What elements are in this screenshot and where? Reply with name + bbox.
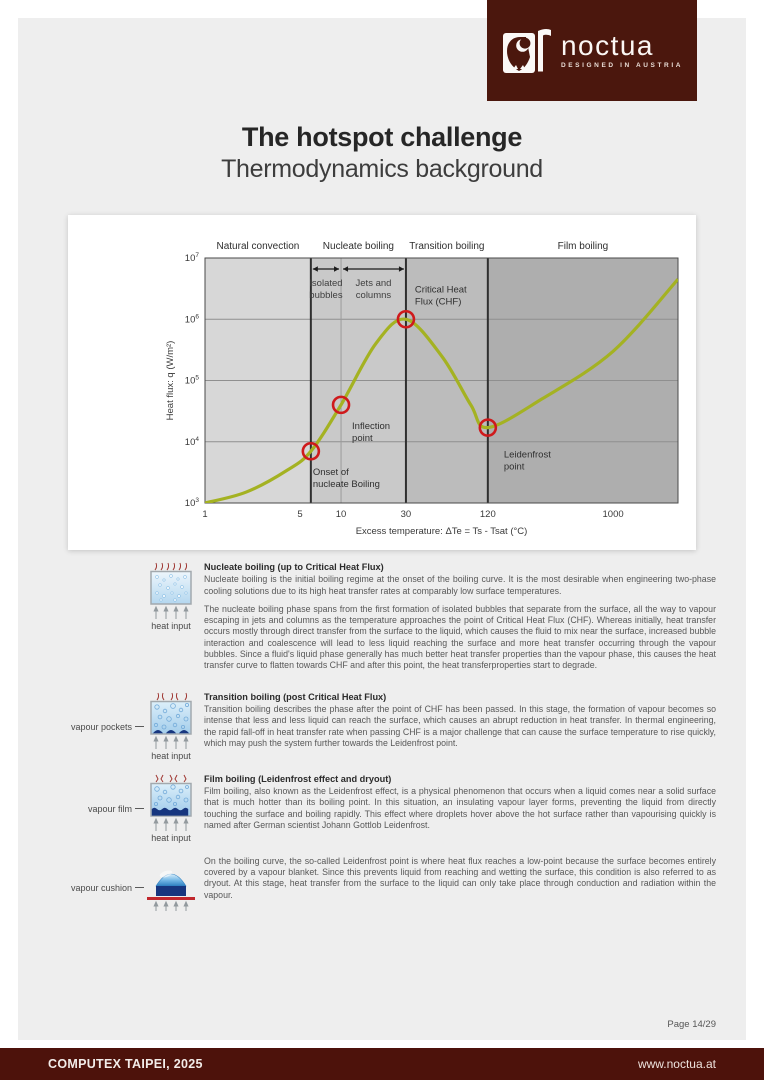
section-heading: Film boiling (Leidenfrost effect and dryout) bbox=[204, 773, 392, 784]
y-axis-label: Heat flux: q (W/m²) bbox=[165, 340, 176, 421]
key-point-label: Onset of nucleate Boiling bbox=[312, 467, 380, 491]
leader-line bbox=[135, 726, 144, 727]
noctua-logo bbox=[487, 0, 697, 101]
noctua-owl-icon bbox=[501, 24, 553, 78]
region-title: Film boiling bbox=[557, 241, 609, 252]
brand-tagline: DESIGNED IN AUSTRIA bbox=[560, 61, 684, 69]
heat-input-label: heat input bbox=[151, 621, 191, 631]
vapour-cushion-droplet-icon bbox=[145, 856, 197, 912]
vapour-film-beaker-icon bbox=[148, 774, 194, 832]
heat-input-label: heat input bbox=[151, 832, 191, 843]
boiling-curve-chart-card bbox=[68, 215, 696, 550]
body-sections bbox=[70, 562, 716, 925]
footer-event-label: COMPUTEX TAIPEI, 2025 bbox=[48, 1057, 203, 1071]
vapour-cushion-label: vapour cushion bbox=[70, 882, 132, 893]
region-title: Transition boiling bbox=[409, 241, 485, 252]
svg-text:106: $10^6$ bbox=[184, 313, 199, 326]
section-paragraph: Film boiling, also known as the Leidenfrost effect, is a physical phenomenon that occurs when a liquid comes near a solid surface that is much hotter than its boiling point. In this situation, an insulating vapour layer forms, preventing the liquid from directly touching the surface and boiling rapidly. This effect where droplets hover above the hot surface rather than vapourising quickly is named after German scientist Johann Gottlob Leidenfrost. bbox=[204, 785, 716, 830]
key-point-label: Leidenfrost point bbox=[503, 449, 551, 473]
x-tick: 1000 bbox=[602, 509, 624, 520]
x-axis-label: Excess temperature: ΔTe = Ts - Tsat (°C) bbox=[355, 526, 528, 537]
x-tick: 10 bbox=[335, 509, 347, 520]
y-axis-ticks bbox=[185, 252, 200, 509]
brand-name: noctua bbox=[560, 29, 655, 61]
leader-line bbox=[135, 887, 144, 888]
subregion-label: Jets and columns bbox=[355, 278, 392, 301]
section-heading: Transition boiling (post Critical Heat Flux) bbox=[204, 691, 387, 702]
svg-text:107: $10^7$ bbox=[184, 252, 199, 264]
subregion-label: Isolated bubbles bbox=[309, 278, 343, 301]
boiling-curve-chart bbox=[68, 215, 696, 550]
section-nucleate-boiling bbox=[80, 562, 716, 679]
footer-website-link[interactable]: www.noctua.at bbox=[637, 1057, 716, 1071]
page-subtitle: Thermodynamics background bbox=[221, 155, 543, 183]
section-transition-boiling bbox=[70, 691, 716, 761]
x-tick: 1 bbox=[202, 509, 208, 520]
page-number: Page 14/29 bbox=[667, 1019, 716, 1030]
x-tick: 120 bbox=[479, 509, 496, 520]
section-paragraph: Nucleate boiling is the initial boiling regime at the onset of the boiling curve. It is the most desirable when engineering two-phase cooling solutions due to its high heat transfer rates at comparably low surface temperatures. bbox=[204, 574, 716, 596]
page-title: The hotspot challenge bbox=[241, 122, 523, 152]
x-axis-ticks bbox=[202, 509, 623, 520]
x-tick: 5 bbox=[297, 509, 303, 520]
region-titles bbox=[217, 241, 609, 252]
vapour-pockets-label: vapour pockets bbox=[70, 721, 132, 732]
vapour-pockets-beaker-icon bbox=[148, 692, 194, 750]
section-paragraph: On the boiling curve, the so-called Leidenfrost point is where heat flux reaches a low-point because the surface becomes entirely covered by a vapour blanket. Since this prevents liquid from reaching and wetting the surface, this condition is also referred to as dryout. At this stage, heat transfer from the surface to the liquid can only take place through conduction and radiation within the vapour. bbox=[204, 855, 716, 900]
vapour-film-label: vapour film bbox=[87, 803, 132, 814]
section-paragraph: Transition boiling describes the phase after the point of CHF has been passed. In this stage, the formation of vapour becomes so intense that less and less liquid can reach the surface, which causes an abrupt reduction in heat transfer. In thermal engineering, the rapid fall-off in heat transfer rate when passing CHF is a major challenge that can cause the surface temperature to rise quickly, which may push the system further towards the Leidenfrost point. bbox=[204, 703, 716, 748]
section-film-boiling bbox=[80, 774, 716, 843]
key-point-label: Critical Heat Flux (CHF) bbox=[414, 284, 467, 308]
leader-line bbox=[135, 808, 144, 809]
svg-text:105: $10^5$ bbox=[184, 374, 199, 387]
region-title: Natural convection bbox=[216, 241, 300, 252]
svg-text:104: $10^4$ bbox=[184, 435, 199, 448]
section-leidenfrost-dryout bbox=[70, 855, 716, 912]
heat-input-label: heat input bbox=[151, 750, 191, 761]
footer-bar bbox=[0, 1048, 764, 1080]
section-heading: Nucleate boiling (up to Critical Heat Flux) bbox=[204, 562, 384, 572]
svg-text:103: $10^3$ bbox=[184, 497, 199, 509]
section-paragraph: The nucleate boiling phase spans from the first formation of isolated bubbles that separate from the surface, all the way to vapour escaping in jets and columns as the temperature approaches the point of Critical Heat Flux (CHF). Whereas initially, heat transfer occurs mostly through direct transfer from the surface to the liquid, which causes the fluid to mix near the surface, increased bubble interaction and coalescence will lead to less liquid reaching the surface and more heat transfer occurring through the vapour bubbles. Since a fluid's liquid phase generally has much better heat transfer properties than the vapour phase, this causes the heat transfer curve to flatten towards CHF and after this point, the heat transferproperties start to degrade. bbox=[204, 603, 716, 671]
x-tick: 30 bbox=[400, 509, 412, 520]
nucleate-boiling-beaker-icon bbox=[148, 562, 194, 620]
region-title: Nucleate boiling bbox=[322, 241, 394, 252]
key-point-label: Inflection point bbox=[352, 420, 391, 444]
